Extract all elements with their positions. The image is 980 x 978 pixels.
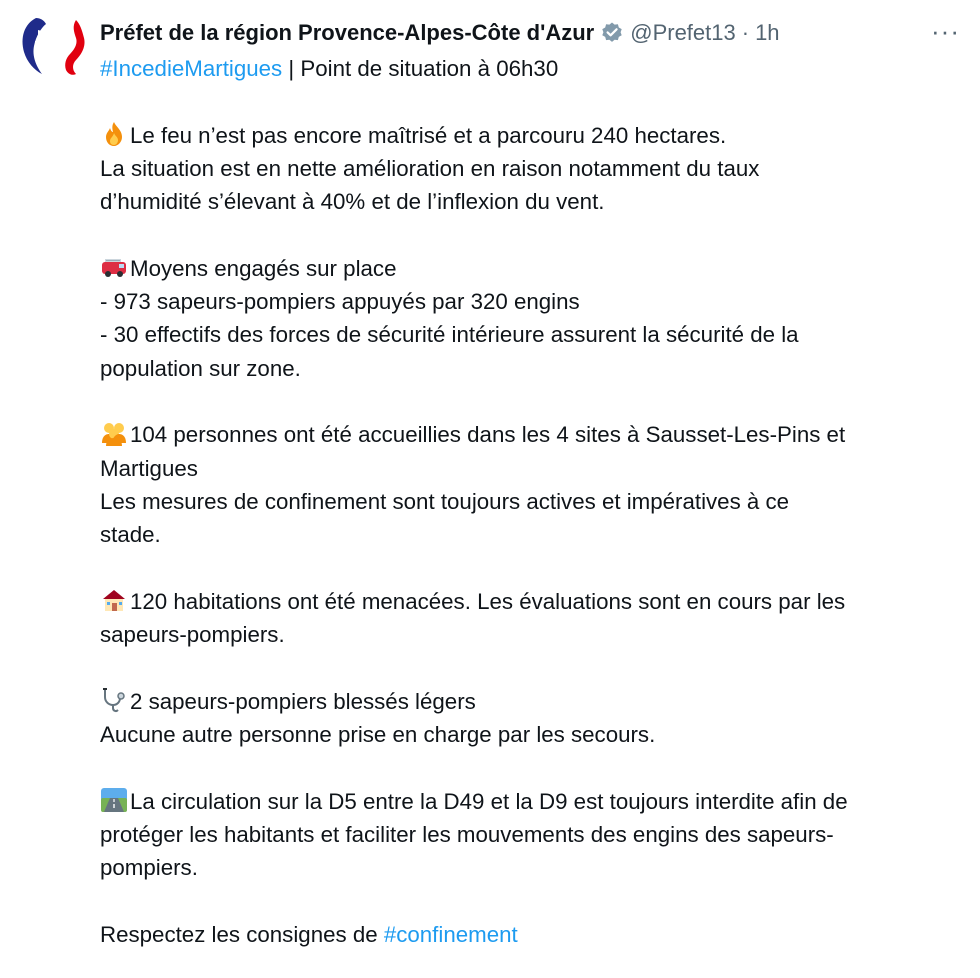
closing-line [100, 918, 972, 951]
means-title: Moyens engagés sur place [130, 255, 397, 281]
injured-line-1: 2 sapeurs-pompiers blessés légers [130, 688, 476, 714]
stethoscope-emoji-icon [100, 686, 128, 714]
marianne-logo-icon [14, 14, 90, 80]
motorway-emoji-icon [100, 786, 128, 814]
house-emoji-icon [100, 586, 128, 614]
closing-text: Respectez les consignes de [100, 921, 384, 947]
author-handle[interactable]: @Prefet13 [630, 20, 736, 45]
fire-engine-emoji-icon [100, 253, 128, 281]
road-line-1: La circulation sur la D5 entre la D49 et la D9 est toujours interdite afin de [130, 788, 848, 814]
more-options-icon[interactable]: ··· [931, 16, 960, 46]
people-line-3: Les mesures de confinement sont toujours actives et impératives à ce [100, 488, 790, 514]
people-line-2: Martigues [100, 455, 198, 481]
fire-paragraph [100, 119, 972, 219]
people-emoji-icon [100, 419, 128, 447]
tweet-timestamp[interactable]: 1h [755, 20, 780, 45]
means-line-2: - 30 effectifs des forces de sécurité intérieure assurent la sécurité de la [100, 322, 799, 348]
headline-line [100, 52, 972, 85]
people-paragraph [100, 418, 972, 551]
houses-line-1: 120 habitations ont été menacées. Les évaluations sont en cours par les [130, 588, 846, 614]
fire-line-3: d’humidité s’élevant à 40% et de l’inflexion du vent. [100, 189, 605, 215]
author-avatar[interactable] [14, 14, 90, 80]
houses-paragraph [100, 585, 972, 652]
tweet-header [100, 16, 960, 50]
verified-badge-icon[interactable] [600, 21, 624, 45]
people-line-4: stade. [100, 522, 161, 548]
hashtag-confinement[interactable]: #confinement [383, 921, 518, 947]
road-paragraph [100, 785, 972, 885]
fire-line-2: La situation est en nette amélioration en raison notamment du taux [100, 155, 760, 181]
houses-line-2: sapeurs-pompiers. [100, 622, 285, 648]
fire-emoji-icon [100, 120, 128, 148]
people-line-1: 104 personnes ont été accueillies dans les 4 sites à Sausset-Les-Pins et [130, 422, 846, 448]
header-separator: · [741, 20, 750, 45]
road-line-2: protéger les habitants et faciliter les mouvements des engins des sapeurs- [100, 821, 834, 847]
means-paragraph [100, 252, 972, 385]
road-line-3: pompiers. [100, 855, 198, 881]
hashtag-incediemartigues[interactable]: #IncedieMartigues [100, 56, 283, 81]
injured-line-2: Aucune autre personne prise en charge par les secours. [100, 721, 656, 747]
tweet-text [100, 52, 972, 951]
fire-line-1: Le feu n’est pas encore maîtrisé et a parcouru 240 hectares. [130, 122, 727, 148]
injured-paragraph [100, 685, 972, 752]
headline-text: | Point de situation à 06h30 [282, 56, 559, 81]
means-line-3: population sur zone. [100, 355, 301, 381]
means-line-1: - 973 sapeurs-pompiers appuyés par 320 engins [100, 289, 580, 315]
author-name[interactable]: Préfet de la région Provence-Alpes-Côte d'Azur [100, 20, 595, 45]
